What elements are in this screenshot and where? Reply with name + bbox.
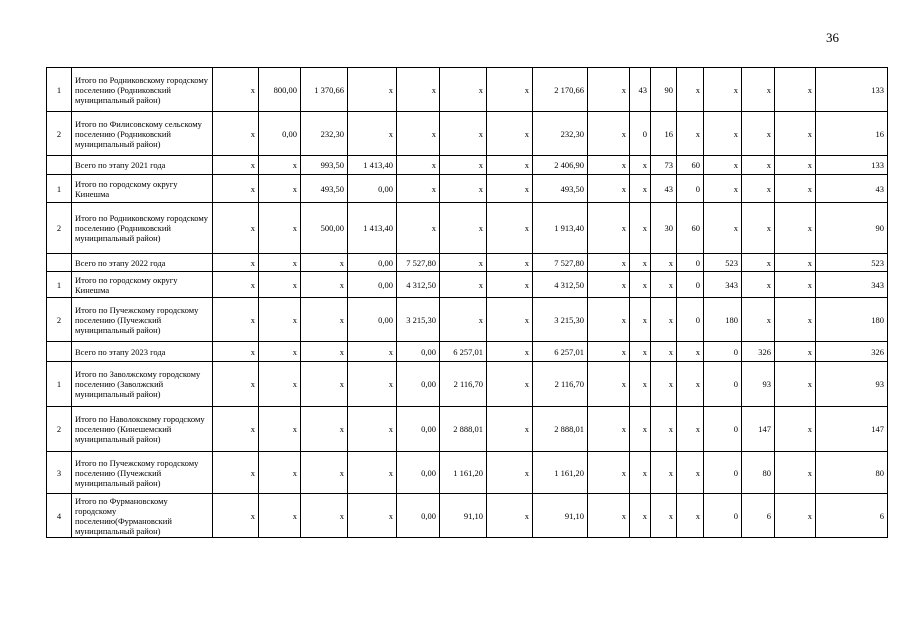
page-number: 36 xyxy=(826,30,839,45)
value-cell: х xyxy=(630,175,651,203)
value-cell: 0 xyxy=(704,342,742,362)
value-cell: х xyxy=(301,407,348,452)
row-name-cell: Всего по этапу 2023 года xyxy=(72,342,213,362)
value-cell: 0 xyxy=(677,175,704,203)
value-cell: 326 xyxy=(742,342,775,362)
value-cell: х xyxy=(213,175,259,203)
value-cell: х xyxy=(348,362,397,407)
value-cell: х xyxy=(213,203,259,254)
value-cell: 2 116,70 xyxy=(440,362,487,407)
row-name-cell: Всего по этапу 2022 года xyxy=(72,254,213,272)
value-cell: 0,00 xyxy=(259,112,301,156)
value-cell: х xyxy=(742,272,775,298)
value-cell: х xyxy=(742,298,775,342)
value-cell: 4 312,50 xyxy=(397,272,440,298)
table-row xyxy=(47,494,888,538)
value-cell: х xyxy=(588,362,630,407)
value-cell: 93 xyxy=(816,362,888,407)
value-cell: х xyxy=(775,203,816,254)
value-cell: х xyxy=(677,342,704,362)
value-cell: х xyxy=(301,298,348,342)
value-cell: х xyxy=(348,68,397,112)
value-cell: 232,30 xyxy=(533,112,588,156)
table-row xyxy=(47,112,888,156)
value-cell: х xyxy=(259,407,301,452)
value-cell: х xyxy=(213,298,259,342)
value-cell: х xyxy=(775,254,816,272)
value-cell: х xyxy=(588,452,630,494)
value-cell: х xyxy=(213,112,259,156)
value-cell: х xyxy=(397,175,440,203)
value-cell: 91,10 xyxy=(533,494,588,538)
value-cell: х xyxy=(775,494,816,538)
value-cell: 800,00 xyxy=(259,68,301,112)
value-cell: х xyxy=(742,175,775,203)
value-cell: 30 xyxy=(651,203,677,254)
value-cell: 93 xyxy=(742,362,775,407)
value-cell: 0,00 xyxy=(397,342,440,362)
row-number-cell: 1 xyxy=(47,272,72,298)
value-cell: х xyxy=(630,494,651,538)
value-cell: х xyxy=(487,452,533,494)
value-cell: 0 xyxy=(704,362,742,407)
value-cell: х xyxy=(440,156,487,175)
value-cell: х xyxy=(588,203,630,254)
value-cell: 0 xyxy=(677,272,704,298)
value-cell: х xyxy=(677,407,704,452)
value-cell: 0 xyxy=(704,407,742,452)
value-cell: х xyxy=(213,452,259,494)
value-cell: 0,00 xyxy=(397,494,440,538)
value-cell: 7 527,80 xyxy=(533,254,588,272)
value-cell: 2 888,01 xyxy=(440,407,487,452)
value-cell: х xyxy=(259,254,301,272)
row-name-cell: Итого по Родниковскому городскому поселению (Родниковский муниципальный район) xyxy=(72,203,213,254)
table-row xyxy=(47,272,888,298)
value-cell: 1 413,40 xyxy=(348,156,397,175)
value-cell: 0,00 xyxy=(348,272,397,298)
value-cell: 0 xyxy=(704,452,742,494)
value-cell: х xyxy=(301,342,348,362)
value-cell: 493,50 xyxy=(301,175,348,203)
value-cell: 6 xyxy=(816,494,888,538)
row-name-cell: Итого по городскому округу Кинешма xyxy=(72,175,213,203)
value-cell: х xyxy=(213,156,259,175)
value-cell: х xyxy=(651,298,677,342)
value-cell: х xyxy=(588,494,630,538)
value-cell: 16 xyxy=(816,112,888,156)
value-cell: х xyxy=(651,494,677,538)
value-cell: х xyxy=(677,362,704,407)
value-cell: 133 xyxy=(816,156,888,175)
value-cell: х xyxy=(487,112,533,156)
value-cell: 180 xyxy=(816,298,888,342)
value-cell: х xyxy=(301,254,348,272)
value-cell: х xyxy=(704,156,742,175)
value-cell: 493,50 xyxy=(533,175,588,203)
row-name-cell: Итого по городскому округу Кинешма xyxy=(72,272,213,298)
table-row xyxy=(47,203,888,254)
value-cell: х xyxy=(677,68,704,112)
value-cell: 523 xyxy=(816,254,888,272)
value-cell: х xyxy=(440,112,487,156)
value-cell: 90 xyxy=(651,68,677,112)
value-cell: х xyxy=(213,272,259,298)
row-number-cell: 2 xyxy=(47,203,72,254)
table-row xyxy=(47,68,888,112)
value-cell: х xyxy=(742,203,775,254)
value-cell: 1 413,40 xyxy=(348,203,397,254)
value-cell: 1 913,40 xyxy=(533,203,588,254)
value-cell: 500,00 xyxy=(301,203,348,254)
value-cell: х xyxy=(588,254,630,272)
value-cell: 60 xyxy=(677,203,704,254)
row-number-cell: 3 xyxy=(47,452,72,494)
row-number-cell: 1 xyxy=(47,68,72,112)
value-cell: х xyxy=(588,156,630,175)
stage-total-row xyxy=(47,156,888,175)
value-cell: х xyxy=(630,298,651,342)
value-cell: х xyxy=(775,272,816,298)
value-cell: х xyxy=(630,203,651,254)
stage-total-row xyxy=(47,342,888,362)
value-cell: х xyxy=(487,494,533,538)
value-cell: х xyxy=(213,362,259,407)
value-cell: 2 116,70 xyxy=(533,362,588,407)
value-cell: 4 312,50 xyxy=(533,272,588,298)
value-cell: х xyxy=(259,156,301,175)
value-cell: 147 xyxy=(816,407,888,452)
value-cell: 0 xyxy=(677,254,704,272)
value-cell: 180 xyxy=(704,298,742,342)
row-number-cell: 1 xyxy=(47,175,72,203)
value-cell: х xyxy=(259,272,301,298)
value-cell: х xyxy=(487,175,533,203)
data-table xyxy=(46,67,888,538)
value-cell: х xyxy=(487,254,533,272)
value-cell: х xyxy=(259,494,301,538)
value-cell: х xyxy=(259,203,301,254)
value-cell: х xyxy=(348,407,397,452)
value-cell: х xyxy=(677,452,704,494)
value-cell: х xyxy=(348,452,397,494)
value-cell: х xyxy=(487,156,533,175)
value-cell: х xyxy=(301,494,348,538)
value-cell: х xyxy=(630,362,651,407)
value-cell: х xyxy=(630,254,651,272)
value-cell: х xyxy=(775,452,816,494)
value-cell: х xyxy=(677,494,704,538)
value-cell: 7 527,80 xyxy=(397,254,440,272)
value-cell: 0,00 xyxy=(348,298,397,342)
table-body xyxy=(47,68,888,538)
value-cell: х xyxy=(259,342,301,362)
value-cell: х xyxy=(487,68,533,112)
value-cell: 1 161,20 xyxy=(533,452,588,494)
value-cell: х xyxy=(704,112,742,156)
row-name-cell: Итого по Наволокскому городскому поселению (Кинешемский муниципальный район) xyxy=(72,407,213,452)
value-cell: 43 xyxy=(630,68,651,112)
value-cell: 523 xyxy=(704,254,742,272)
value-cell: х xyxy=(487,203,533,254)
table-row xyxy=(47,407,888,452)
value-cell: 3 215,30 xyxy=(533,298,588,342)
value-cell: 90 xyxy=(816,203,888,254)
value-cell: х xyxy=(704,68,742,112)
value-cell: 343 xyxy=(816,272,888,298)
value-cell: х xyxy=(651,407,677,452)
value-cell: х xyxy=(651,272,677,298)
value-cell: 2 888,01 xyxy=(533,407,588,452)
row-number-cell: 2 xyxy=(47,112,72,156)
value-cell: х xyxy=(213,68,259,112)
value-cell: х xyxy=(440,298,487,342)
value-cell: х xyxy=(487,407,533,452)
value-cell: 3 215,30 xyxy=(397,298,440,342)
value-cell: х xyxy=(397,112,440,156)
value-cell: 6 xyxy=(742,494,775,538)
value-cell: х xyxy=(775,362,816,407)
value-cell: х xyxy=(630,272,651,298)
value-cell: х xyxy=(775,112,816,156)
value-cell: 343 xyxy=(704,272,742,298)
value-cell: х xyxy=(775,156,816,175)
value-cell: х xyxy=(775,407,816,452)
table-row xyxy=(47,298,888,342)
value-cell: 993,50 xyxy=(301,156,348,175)
stage-total-row xyxy=(47,254,888,272)
row-number-cell: 4 xyxy=(47,494,72,538)
value-cell: х xyxy=(651,362,677,407)
value-cell: 43 xyxy=(651,175,677,203)
value-cell: х xyxy=(259,175,301,203)
value-cell: 232,30 xyxy=(301,112,348,156)
value-cell: х xyxy=(397,156,440,175)
value-cell: х xyxy=(487,298,533,342)
value-cell: 6 257,01 xyxy=(440,342,487,362)
value-cell: х xyxy=(440,254,487,272)
value-cell: х xyxy=(440,68,487,112)
row-number-cell: 2 xyxy=(47,298,72,342)
value-cell: х xyxy=(588,298,630,342)
value-cell: х xyxy=(775,342,816,362)
table-row xyxy=(47,175,888,203)
value-cell: х xyxy=(775,175,816,203)
value-cell: х xyxy=(651,452,677,494)
value-cell: х xyxy=(348,112,397,156)
value-cell: х xyxy=(630,342,651,362)
value-cell: х xyxy=(397,203,440,254)
value-cell: 147 xyxy=(742,407,775,452)
value-cell: х xyxy=(440,203,487,254)
value-cell: х xyxy=(440,175,487,203)
value-cell: х xyxy=(775,298,816,342)
value-cell: 16 xyxy=(651,112,677,156)
table-row xyxy=(47,362,888,407)
value-cell: 73 xyxy=(651,156,677,175)
value-cell: 80 xyxy=(816,452,888,494)
value-cell: х xyxy=(487,362,533,407)
value-cell: х xyxy=(487,272,533,298)
row-name-cell: Итого по Фурмановскому городскому поселению(Фурмановский муниципальный район) xyxy=(72,494,213,538)
value-cell: 0,00 xyxy=(348,175,397,203)
value-cell: х xyxy=(630,452,651,494)
value-cell: 60 xyxy=(677,156,704,175)
value-cell: х xyxy=(775,68,816,112)
value-cell: х xyxy=(677,112,704,156)
value-cell: х xyxy=(259,362,301,407)
value-cell: 0,00 xyxy=(397,362,440,407)
value-cell: 0 xyxy=(704,494,742,538)
value-cell: 80 xyxy=(742,452,775,494)
value-cell: 133 xyxy=(816,68,888,112)
row-name-cell: Итого по Филисовскому сельскому поселению (Родниковский муниципальный район) xyxy=(72,112,213,156)
value-cell: 0 xyxy=(677,298,704,342)
value-cell: 0 xyxy=(630,112,651,156)
value-cell: х xyxy=(301,362,348,407)
row-name-cell: Итого по Заволжскому городскому поселению (Заволжский муниципальный район) xyxy=(72,362,213,407)
value-cell: х xyxy=(213,254,259,272)
value-cell: х xyxy=(259,452,301,494)
row-name-cell: Итого по Родниковскому городскому поселению (Родниковский муниципальный район) xyxy=(72,68,213,112)
value-cell: х xyxy=(742,254,775,272)
value-cell: 43 xyxy=(816,175,888,203)
row-number-cell xyxy=(47,156,72,175)
value-cell: х xyxy=(301,272,348,298)
value-cell: х xyxy=(588,342,630,362)
value-cell: х xyxy=(742,68,775,112)
value-cell: х xyxy=(704,175,742,203)
value-cell: х xyxy=(301,452,348,494)
value-cell: х xyxy=(588,272,630,298)
value-cell: х xyxy=(213,494,259,538)
row-name-cell: Итого по Пучежскому городскому поселению (Пучежский муниципальный район) xyxy=(72,298,213,342)
row-name-cell: Всего по этапу 2021 года xyxy=(72,156,213,175)
value-cell: 326 xyxy=(816,342,888,362)
value-cell: 0,00 xyxy=(397,452,440,494)
row-number-cell: 1 xyxy=(47,362,72,407)
table-row xyxy=(47,452,888,494)
value-cell: 0,00 xyxy=(397,407,440,452)
value-cell: х xyxy=(588,175,630,203)
value-cell: х xyxy=(630,156,651,175)
value-cell: х xyxy=(704,203,742,254)
value-cell: х xyxy=(742,112,775,156)
row-name-cell: Итого по Пучежскому городскому поселению (Пучежский муниципальный район) xyxy=(72,452,213,494)
value-cell: х xyxy=(259,298,301,342)
value-cell: х xyxy=(588,112,630,156)
value-cell: 2 406,90 xyxy=(533,156,588,175)
value-cell: 0,00 xyxy=(348,254,397,272)
value-cell: х xyxy=(588,407,630,452)
value-cell: 2 170,66 xyxy=(533,68,588,112)
value-cell: х xyxy=(213,342,259,362)
row-number-cell xyxy=(47,342,72,362)
value-cell: х xyxy=(742,156,775,175)
value-cell: 6 257,01 xyxy=(533,342,588,362)
value-cell: х xyxy=(630,407,651,452)
value-cell: х xyxy=(651,342,677,362)
value-cell: х xyxy=(397,68,440,112)
value-cell: х xyxy=(348,494,397,538)
row-number-cell xyxy=(47,254,72,272)
value-cell: х xyxy=(588,68,630,112)
value-cell: х xyxy=(440,272,487,298)
value-cell: х xyxy=(348,342,397,362)
value-cell: х xyxy=(651,254,677,272)
value-cell: 1 161,20 xyxy=(440,452,487,494)
value-cell: 91,10 xyxy=(440,494,487,538)
value-cell: х xyxy=(487,342,533,362)
row-number-cell: 2 xyxy=(47,407,72,452)
value-cell: х xyxy=(213,407,259,452)
value-cell: 1 370,66 xyxy=(301,68,348,112)
